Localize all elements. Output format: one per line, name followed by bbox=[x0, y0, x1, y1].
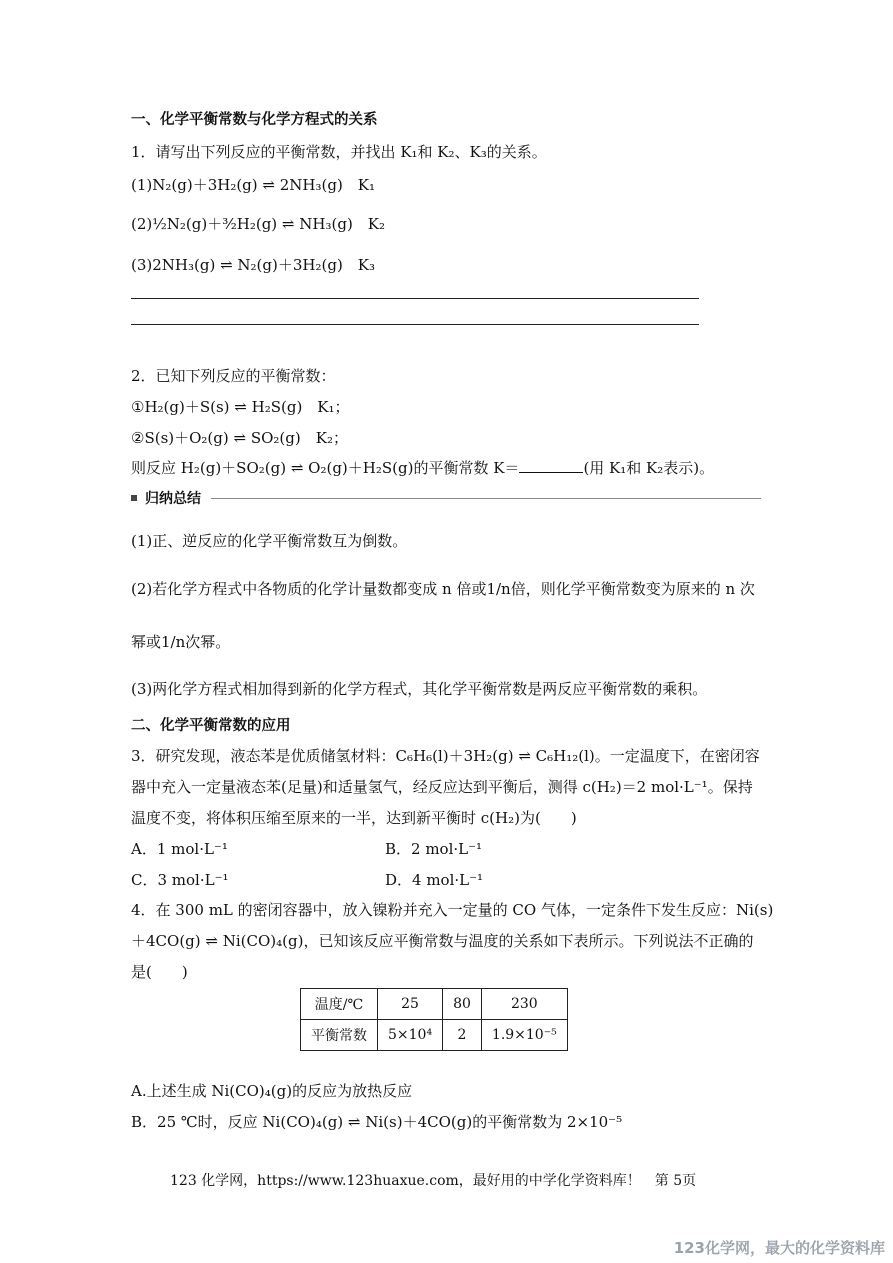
summary-label: 归纳总结 bbox=[145, 491, 201, 507]
q1-reaction-2: (2)½N₂(g)＋³⁄₂H₂(g) ⇌ NH₃(g) K₂ bbox=[131, 215, 386, 233]
page-footer: 123 化学网，https://www.123huaxue.com，最好用的中学化学资料库！ 第 5页 bbox=[170, 1173, 697, 1189]
q4-option-a: A.上述生成 Ni(CO)₄(g)的反应为放热反应 bbox=[131, 1082, 413, 1100]
table-cell: 5×10⁴ bbox=[378, 1020, 443, 1051]
table-row bbox=[301, 989, 568, 1020]
question-4-line-1: 4．在 300 mL 的密闭容器中，放入镍粉并充入一定量的 CO 气体，一定条件下发生反应：Ni(s) bbox=[131, 901, 774, 919]
q3-option-a: A．1 mol·L⁻¹ bbox=[131, 840, 228, 858]
question-3-line-2: 器中充入一定量液态苯(足量)和适量氢气，经反应达到平衡后，测得 c(H₂)＝2 mol·L⁻¹。保持 bbox=[131, 778, 753, 796]
question-3-line-3: 温度不变，将体积压缩至原来的一半，达到新平衡时 c(H₂)为( ) bbox=[131, 809, 577, 827]
table-cell: 2 bbox=[443, 1020, 482, 1051]
question-4-line-2: ＋4CO(g) ⇌ Ni(CO)₄(g)，已知该反应平衡常数与温度的关系如下表所示。下列说法不正确的 bbox=[131, 932, 754, 950]
q1-reaction-1: (1)N₂(g)＋3H₂(g) ⇌ 2NH₃(g) K₁ bbox=[131, 176, 376, 194]
table-cell: 温度/℃ bbox=[301, 989, 378, 1020]
summary-point-2a: (2)若化学方程式中各物质的化学计量数都变成 n 倍或1/n倍，则化学平衡常数变为原来的 n 次 bbox=[131, 580, 755, 598]
q2-ask bbox=[131, 457, 714, 478]
q1-reaction-3: (3)2NH₃(g) ⇌ N₂(g)＋3H₂(g) K₃ bbox=[131, 256, 376, 274]
summary-point-1: (1)正、逆反应的化学平衡常数互为倒数。 bbox=[131, 532, 408, 550]
q3-option-d: D．4 mol·L⁻¹ bbox=[385, 871, 484, 889]
summary-header bbox=[131, 488, 761, 508]
table-cell: 平衡常数 bbox=[301, 1020, 378, 1051]
answer-line-2 bbox=[131, 324, 699, 325]
answer-blank bbox=[519, 458, 583, 473]
question-3-line-1: 3．研究发现，液态苯是优质储氢材料：C₆H₆(l)＋3H₂(g) ⇌ C₆H₁₂(l)。一定温度下，在密闭容 bbox=[131, 747, 760, 765]
section-2-title: 二、化学平衡常数的应用 bbox=[131, 718, 291, 734]
question-2: 2．已知下列反应的平衡常数： bbox=[131, 367, 336, 385]
question-1: 1．请写出下列反应的平衡常数，并找出 K₁和 K₂、K₃的关系。 bbox=[131, 143, 547, 161]
table-cell: 25 bbox=[378, 989, 443, 1020]
q2-ask-tail: (用 K₁和 K₂表示)。 bbox=[583, 459, 715, 477]
table-cell: 1.9×10⁻⁵ bbox=[481, 1020, 567, 1051]
table-cell: 80 bbox=[443, 989, 482, 1020]
q3-option-c: C．3 mol·L⁻¹ bbox=[131, 871, 229, 889]
summary-point-2b: 幂或1/n次幂。 bbox=[131, 633, 231, 651]
question-4-line-3: 是( ) bbox=[131, 963, 188, 981]
q2-reaction-2: ②S(s)＋O₂(g) ⇌ SO₂(g) K₂； bbox=[131, 429, 348, 447]
equilibrium-constant-table bbox=[300, 988, 568, 1051]
section-1-title: 一、化学平衡常数与化学方程式的关系 bbox=[131, 112, 378, 128]
q2-reaction-1: ①H₂(g)＋S(s) ⇌ H₂S(g) K₁； bbox=[131, 398, 350, 416]
answer-line-1 bbox=[131, 298, 699, 299]
q3-option-b: B．2 mol·L⁻¹ bbox=[385, 840, 483, 858]
table-row bbox=[301, 1020, 568, 1051]
table-cell: 230 bbox=[481, 989, 567, 1020]
q4-option-b: B．25 ℃时，反应 Ni(CO)₄(g) ⇌ Ni(s)＋4CO(g)的平衡常数为 2×10⁻⁵ bbox=[131, 1113, 623, 1131]
summary-point-3: (3)两化学方程式相加得到新的化学方程式，其化学平衡常数是两反应平衡常数的乘积。 bbox=[131, 680, 708, 698]
square-bullet-icon bbox=[131, 495, 137, 501]
watermark: 123化学网，最大的化学资料库 bbox=[673, 1239, 885, 1257]
q2-ask-text: 则反应 H₂(g)＋SO₂(g) ⇌ O₂(g)＋H₂S(g)的平衡常数 K＝ bbox=[131, 459, 520, 477]
summary-divider bbox=[211, 498, 761, 499]
